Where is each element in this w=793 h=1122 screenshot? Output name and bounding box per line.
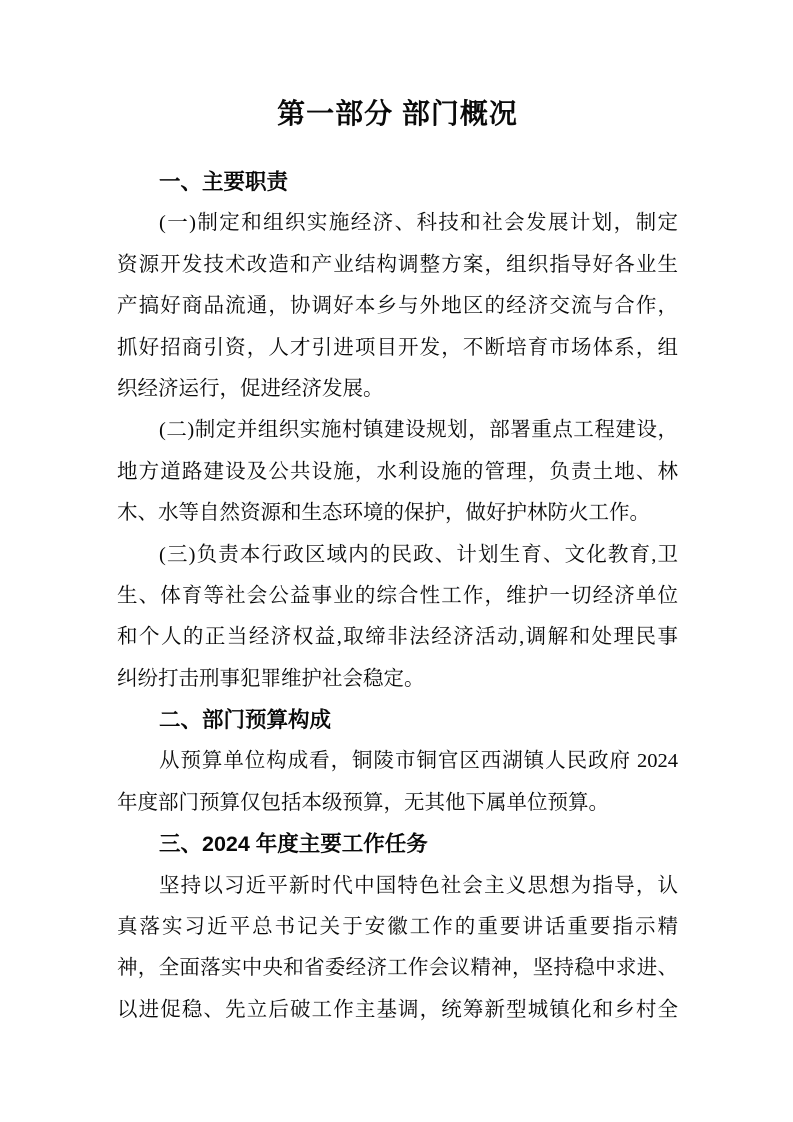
paragraph-line: (一)制定和组织实施经济、科技和社会发展计划，制定 xyxy=(159,212,678,235)
section-heading: 一、主要职责 xyxy=(159,170,289,194)
document-body xyxy=(117,162,678,1031)
paragraph-line: 木、水等自然资源和生态环境的保护，做好护林防火工作。 xyxy=(117,502,650,525)
paragraph-line: 真落实习近平总书记关于安徽工作的重要讲话重要指示精 xyxy=(117,916,678,939)
paragraph-line: 以进促稳、先立后破工作主基调，统筹新型城镇化和乡村全 xyxy=(117,998,678,1021)
paragraph-line: 地方道路建设及公共设施，水利设施的管理，负责土地、林 xyxy=(117,460,678,483)
paragraph-line: 产搞好商品流通，协调好本乡与外地区的经济交流与合作， xyxy=(117,295,678,318)
section-heading: 三、2024 年度主要工作任务 xyxy=(159,832,428,857)
paragraph-line: 和个人的正当经济权益,取缔非法经济活动,调解和处理民事 xyxy=(117,626,678,649)
paragraph-line: 年度部门预算仅包括本级预算，无其他下属单位预算。 xyxy=(117,791,609,814)
paragraph-line: 神，全面落实中央和省委经济工作会议精神，坚持稳中求进、 xyxy=(117,957,678,980)
paragraph-line: 坚持以习近平新时代中国特色社会主义思想为指导，认 xyxy=(159,874,678,897)
paragraph-line: 从预算单位构成看，铜陵市铜官区西湖镇人民政府 2024 xyxy=(159,750,678,773)
section-heading: 二、部门预算构成 xyxy=(159,708,332,733)
paragraph-line: (三)负责本行政区域内的民政、计划生育、文化教育,卫 xyxy=(159,543,678,566)
paragraph-line: 资源开发技术改造和产业结构调整方案，组织指导好各业生 xyxy=(117,253,678,276)
paragraph-line: 纠纷打击刑事犯罪维护社会稳定。 xyxy=(117,667,425,690)
paragraph-line: (二)制定并组织实施村镇建设规划，部署重点工程建设， xyxy=(159,419,678,442)
paragraph-line: 抓好招商引资，人才引进项目开发，不断培育市场体系，组 xyxy=(117,336,678,359)
document-title: 第一部分 部门概况 xyxy=(277,98,518,129)
paragraph-line: 生、体育等社会公益事业的综合性工作，维护一切经济单位 xyxy=(117,584,678,607)
paragraph-line: 织经济运行，促进经济发展。 xyxy=(117,377,384,400)
